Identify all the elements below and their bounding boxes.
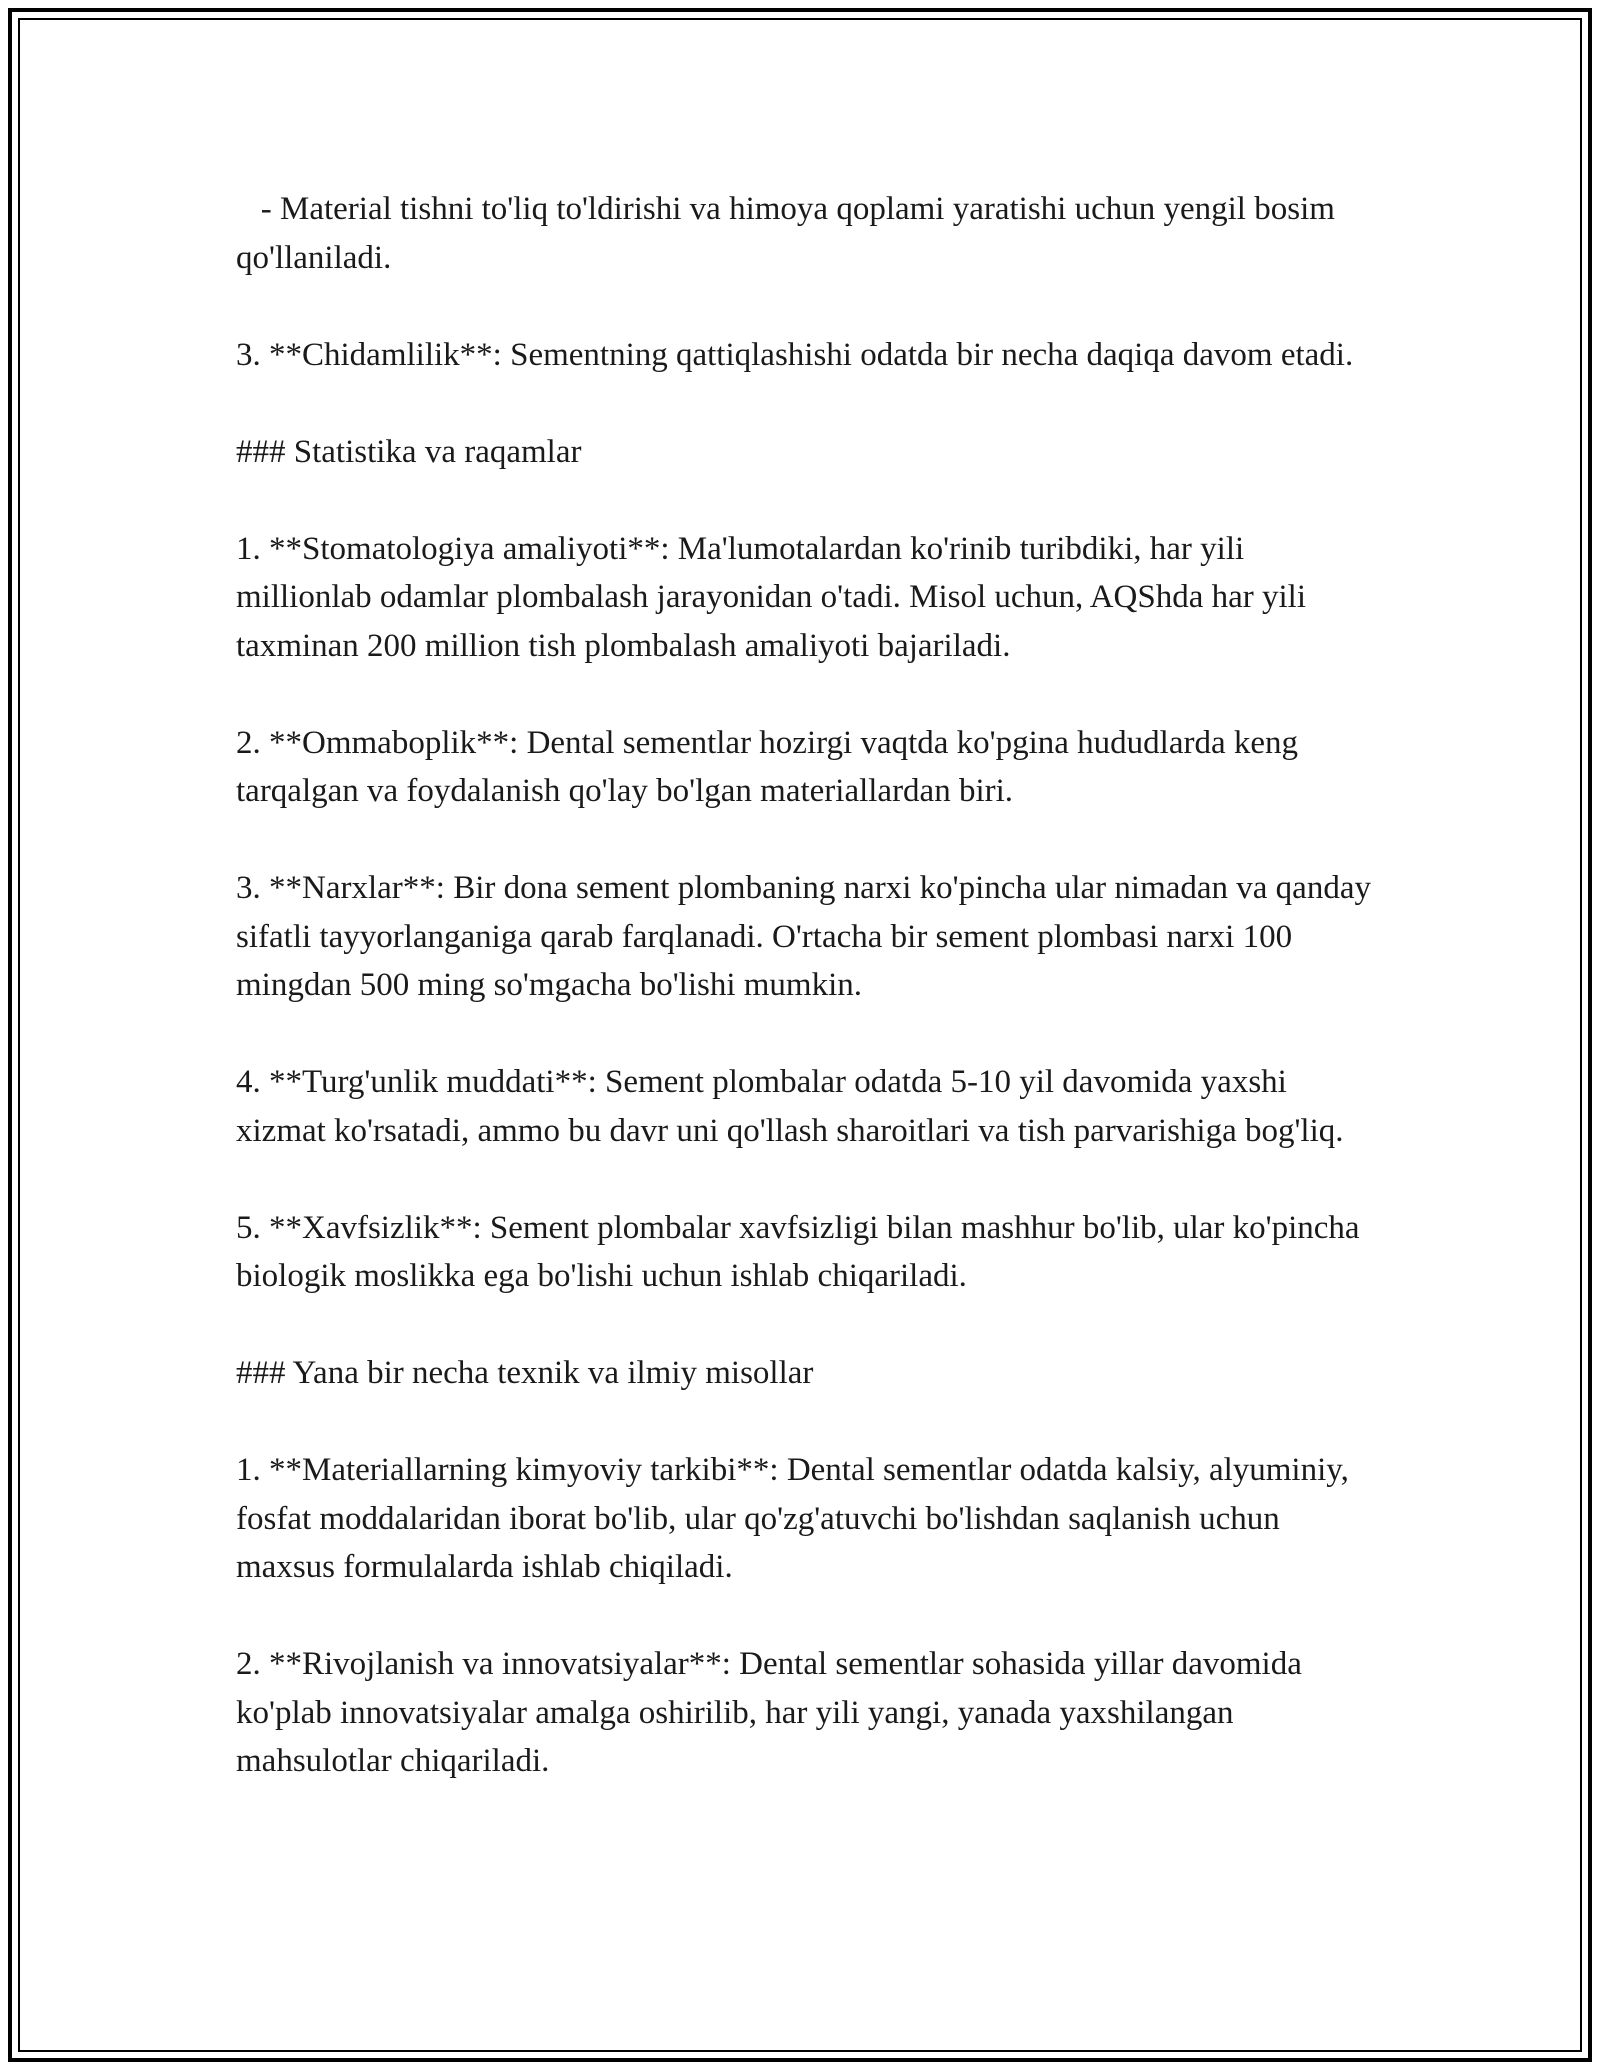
paragraph-dental-practice: 1. **Stomatologiya amaliyoti**: Ma'lumotalardan ko'rinib turibdiki, har yili millionlab odamlar plombalash jarayonidan o'tadi. Misol uchun, AQShda har yili taxminan 200 million tish plombalash amaliyoti bajariladi. xyxy=(236,530,1315,664)
paragraph-chemical-composition: 1. **Materiallarning kimyoviy tarkibi**: Dental sementlar odatda kalsiy, alyuminiy, fosfat moddalaridan iborat bo'lib, ular qo'zg'atuvchi bo'lishdan saqlanish uchun maxsus formulalarda ishlab chiqiladi. xyxy=(236,1452,1358,1585)
paragraph-prices: 3. **Narxlar**: Bir dona sement plombaning narxi ko'pincha ular nimadan va qanday sifatli tayyorlanganiga qarab farqlanadi. O'rtacha bir sement plombasi narxi 100 mingdan 500 ming so'mgacha bo'lishi mumkin. xyxy=(236,870,1380,1003)
paragraph-pressure-note: - Material tishni to'liq to'ldirishi va himoya qoplami yaratishi uchun yengil bosim qo'llaniladi. xyxy=(236,191,1344,276)
paragraph-durability: 3. **Chidamlilik**: Sementning qattiqlashishi odatda bir necha daqiqa davom etadi. xyxy=(236,336,1354,373)
heading-technical-examples: ### Yana bir necha texnik va ilmiy misollar xyxy=(236,1355,814,1391)
paragraph-popularity: 2. **Ommaboplik**: Dental sementlar hozirgi vaqtda ko'pgina hududlarda keng tarqalgan va foydalanish qo'lay bo'lgan materiallardan biri. xyxy=(236,724,1307,809)
paragraph-innovations: 2. **Rivojlanish va innovatsiyalar**: Dental sementlar sohasida yillar davomida ko'plab innovatsiyalar amalga oshirilib, har yili yangi, yanada yaxshilangan mahsulotlar chiqariladi. xyxy=(236,1646,1311,1779)
document-body xyxy=(236,185,1380,1834)
paragraph-safety: 5. **Xavfsizlik**: Sement plombalar xavfsizligi bilan mashhur bo'lib, ular ko'pincha biologik moslikka ega bo'lishi uchun ishlab chiqariladi. xyxy=(236,1209,1368,1294)
paragraph-lifespan: 4. **Turg'unlik muddati**: Sement plombalar odatda 5-10 yil davomida yaxshi xizmat ko'rsatadi, ammo bu davr uni qo'llash sharoitlari va tish parvarishiga bog'liq. xyxy=(236,1064,1344,1149)
heading-statistics: ### Statistika va raqamlar xyxy=(236,433,582,470)
